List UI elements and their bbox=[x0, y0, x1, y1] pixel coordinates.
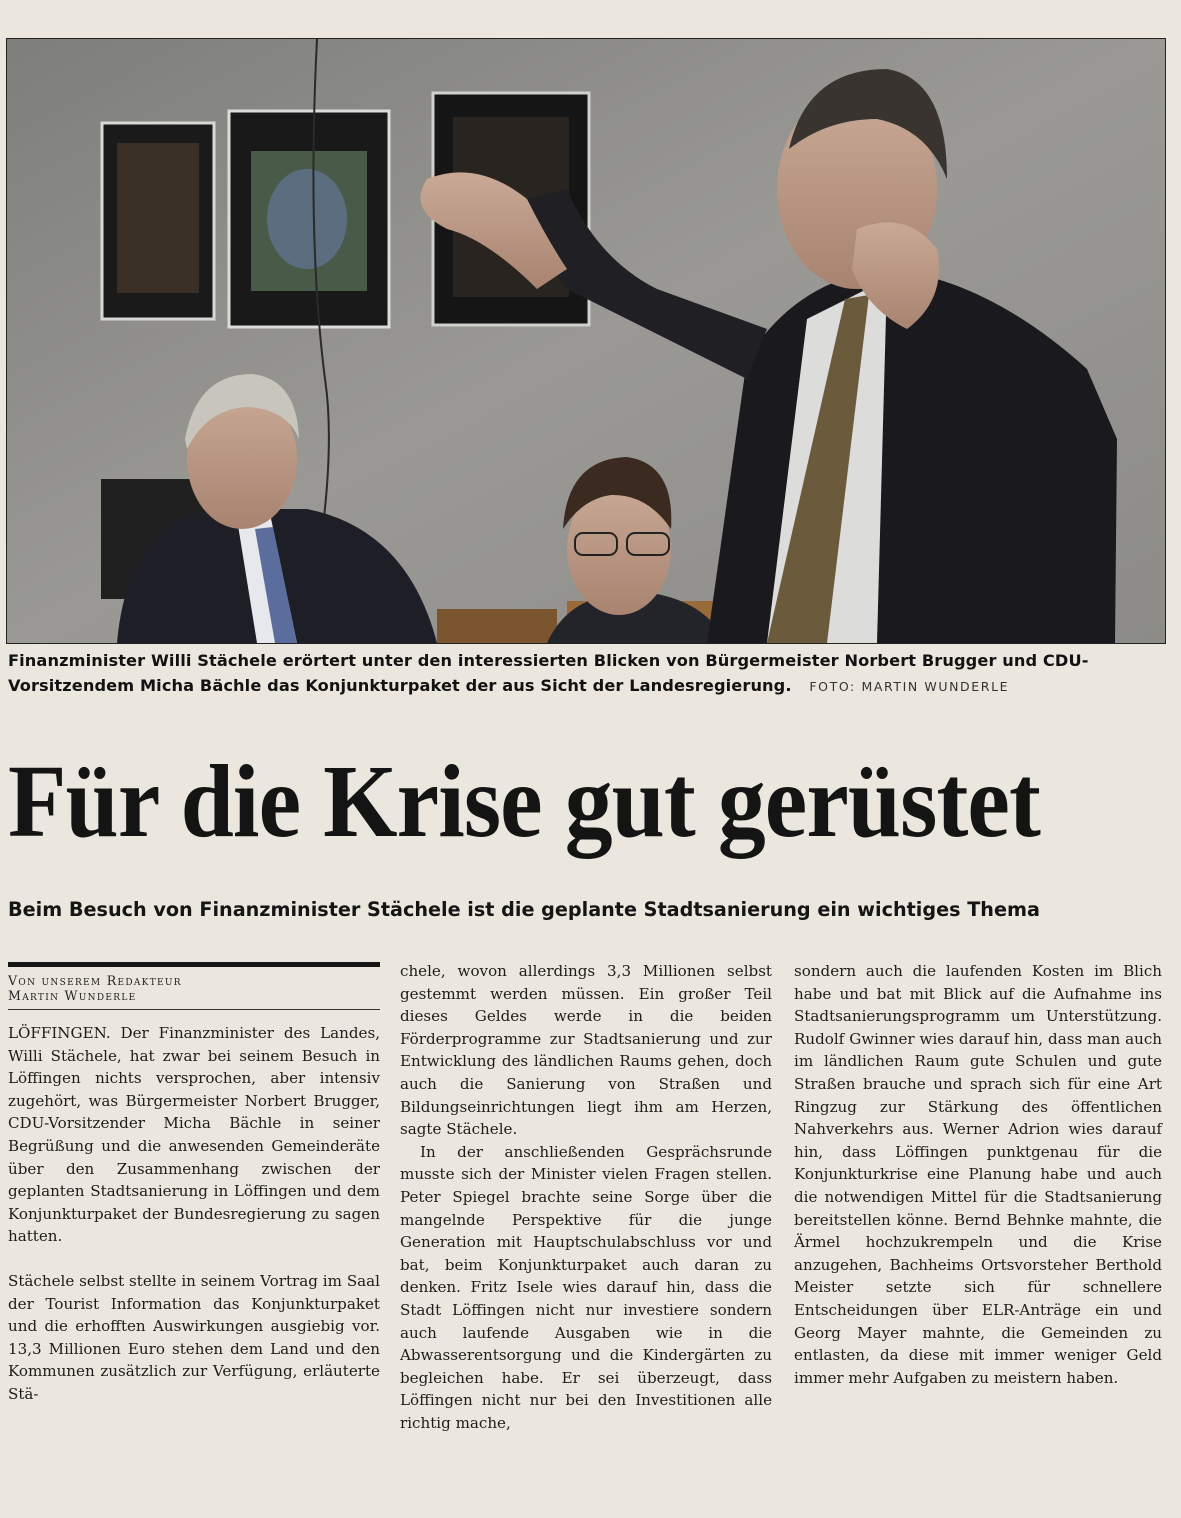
photo-illustration bbox=[7, 39, 1165, 643]
caption-text: Finanzminister Willi Stächele erörtert unter den interessierten Blicken von Bürgermeister Norbert Brugger und CDU-Vorsitzendem Micha Bächle das Konjunkturpaket der aus Sicht der Landesregierung. bbox=[8, 651, 1089, 695]
headline: Für die Krise gut gerüstet bbox=[8, 744, 1040, 859]
subheadline: Beim Besuch von Finanzminister Stächele ist die geplante Stadtsanierung ein wichtiges Thema bbox=[8, 898, 1040, 921]
paragraph: chele, wovon allerdings 3,3 Millionen selbst gestemmt werden müssen. Ein großer Teil dieses Geldes werde in die beiden Förderprogramme zur Stadtsanierung und zur Entwicklung des ländlichen Raums gehen, doch auch die Sanierung von Straßen und Bildungseinrichtungen liegt ihm am Herzen, sagte Stächele. bbox=[400, 962, 772, 1139]
paragraph: sondern auch die laufenden Kosten im Blich habe und bat mit Blick auf die Aufnahme ins Stadtsanierungsprogramm um Unterstützung. Rudolf Gwinner wies darauf hin, dass man auch im ländlichen Raum gute Schulen und gute Straßen brauche und sprach sich für eine Art Ringzug zur Stärkung des öffentlichen Nahverkehrs aus. Werner Adrion wies darauf hin, dass Löffingen punktgenau für die Konjunkturkrise eine Planung habe und auch die notwendigen Mittel für die Stadtsanierung bereitstellen könne. Bernd Behnke mahnte, die Ärmel hochzukrempeln und die Krise anzugehen, Bachheims Ortsvorsteher Berthold Meister setzte sich für schnellere Entscheidungen über ELR-Anträge ein und Georg Mayer mahnte, die Gemeinden zu entlasten, da diese mit immer weniger Geld immer mehr Aufgaben zu meistern haben. bbox=[794, 962, 1162, 1387]
paragraph: LÖFFINGEN. Der Finanzminister des Landes, Willi Stächele, hat zwar bei seinem Besuch in Löffingen nichts versprochen, aber intensiv zugehört, was Bürgermeister Norbert Brugger, CDU-Vorsitzender Micha Bächle in seiner Begrüßung und die anwesenden Gemeinderäte über den Zusammenhang zwischen der geplanten Stadtsanierung in Löffingen und dem Konjunkturpaket der Bundesregierung zu sagen hatten. bbox=[8, 1024, 380, 1246]
article-column-3 bbox=[794, 960, 1162, 1389]
article-photo bbox=[6, 38, 1166, 644]
byline-rule bbox=[8, 962, 380, 967]
photo-credit: FOTO: MARTIN WUNDERLE bbox=[809, 679, 1010, 694]
photo-caption bbox=[8, 648, 1168, 699]
paragraph: Stächele selbst stellte in seinem Vortrag im Saal der Tourist Information das Konjunkturpaket und die erhofften Auswirkungen ausgiebig vor. 13,3 Millionen Euro stehen dem Land und den Kommunen zusätzlich zur Verfügung, erläuterte Stä- bbox=[8, 1271, 380, 1403]
byline-role: Von unserem Redakteur bbox=[8, 973, 182, 988]
article-column-1 bbox=[8, 962, 380, 1406]
article-column-2 bbox=[400, 960, 772, 1434]
paragraph: In der anschließenden Gesprächsrunde musste sich der Minister vielen Fragen stellen. Peter Spiegel brachte seine Sorge über die mangelnde Perspektive für die junge Generation mit Hauptschulabschluss vor und bat, beim Konjunkturpaket auch daran zu denken. Fritz Isele wies darauf hin, dass die Stadt Löffingen nicht nur investiere sondern auch laufende Ausgaben wie in die Abwasserentsorgung und die Kindergärten zu begleichen habe. Er sei überzeugt, dass Löffingen nicht nur bei den Investitionen alle richtig mache, bbox=[400, 1142, 772, 1432]
byline-author: Martin Wunderle bbox=[8, 988, 137, 1003]
byline-rule-bottom bbox=[8, 1009, 380, 1010]
